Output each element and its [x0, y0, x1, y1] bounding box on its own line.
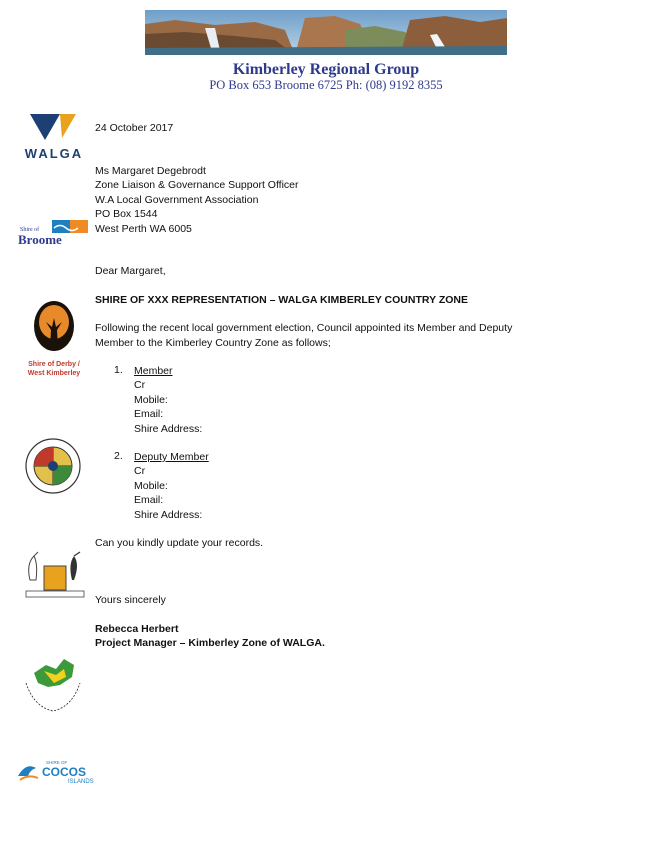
intro-line-1: Following the recent local government election, Council appointed its Member and Deputy [95, 322, 513, 334]
letter-subject: SHIRE OF XXX REPRESENTATION – WALGA KIMBERLEY COUNTRY ZONE [95, 294, 468, 306]
deputy-member-email: Email: [134, 494, 164, 506]
broome-logo-text: Broome [18, 232, 62, 246]
signatory-name: Rebecca Herbert [95, 623, 179, 635]
member-mobile: Mobile: [134, 394, 168, 406]
member-heading: Member [134, 365, 173, 377]
signatory-title: Project Manager – Kimberley Zone of WALGA. [95, 637, 325, 649]
letter-date: 24 October 2017 [95, 122, 174, 134]
deputy-member-number: 2. [114, 450, 123, 462]
member-email: Email: [134, 408, 164, 420]
closing: Yours sincerely [95, 594, 166, 606]
shire-of-halls-creek-seal [24, 437, 82, 495]
org-address-line: PO Box 653 Broome 6725 Ph: (08) 9192 8355 [209, 78, 443, 92]
recipient-organisation: W.A Local Government Association [95, 194, 259, 206]
recipient-title: Zone Liaison & Governance Support Officer [95, 179, 299, 191]
deputy-member-mobile: Mobile: [134, 480, 168, 492]
derby-logo-text-1: Shire of Derby / [28, 361, 80, 368]
walga-logo [22, 112, 88, 162]
deputy-member-shire-address: Shire Address: [134, 509, 203, 521]
cocos-logo-small-text: SHIRE OF [46, 760, 68, 765]
cocos-logo-text: COCOS [42, 765, 87, 779]
member-cr: Cr [134, 379, 146, 391]
deputy-member-heading: Deputy Member [134, 451, 209, 463]
shire-of-cocos-islands-logo [16, 756, 94, 786]
member-number: 1. [114, 364, 123, 376]
shire-of-broome-logo [18, 218, 90, 246]
recipient-po-box: PO Box 1544 [95, 208, 158, 220]
member-shire-address: Shire Address: [134, 423, 203, 435]
intro-line-2: Member to the Kimberley Country Zone as follows; [95, 337, 331, 349]
request-line: Can you kindly update your records. [95, 537, 264, 549]
deputy-member-cr: Cr [134, 465, 146, 477]
recipient-city: West Perth WA 6005 [95, 223, 192, 235]
recipient-name: Ms Margaret Degebrodt [95, 165, 206, 177]
shire-of-wyndham-east-kimberley-crest [20, 550, 88, 600]
salutation: Dear Margaret, [95, 265, 166, 277]
cocos-logo-sub-text: ISLANDS [68, 779, 94, 785]
broome-logo-small-text: Shire of [20, 227, 40, 233]
derby-logo-text-2: West Kimberley [27, 370, 81, 377]
shire-of-christmas-island-logo [20, 655, 86, 715]
walga-logo-text: WALGA [24, 146, 84, 161]
org-title: Kimberley Regional Group [232, 61, 420, 78]
header-banner-photo [145, 10, 507, 55]
shire-of-derby-logo [26, 300, 82, 380]
